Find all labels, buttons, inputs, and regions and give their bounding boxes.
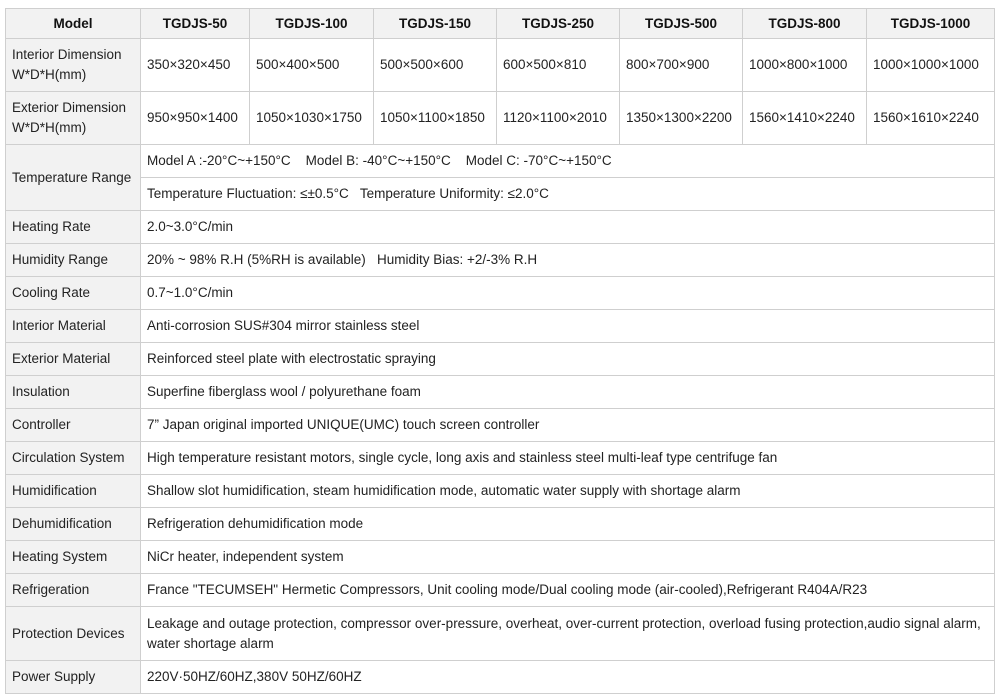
exterior-dimension-value: 1560×1410×2240: [743, 92, 867, 145]
interior-dimension-value: 350×320×450: [141, 39, 250, 92]
interior-label-line2: W*D*H(mm): [12, 67, 87, 82]
spec-row: [6, 310, 995, 343]
temperature-range-label: Temperature Range: [6, 145, 141, 211]
model-name: TGDJS-500: [620, 9, 743, 39]
model-name: TGDJS-150: [374, 9, 497, 39]
interior-label-line1: Interior Dimension: [12, 47, 122, 62]
model-name: TGDJS-1000: [867, 9, 995, 39]
power-supply-label: Power Supply: [6, 661, 141, 694]
spec-label: Refrigeration: [6, 574, 141, 607]
spec-label: Humidification: [6, 475, 141, 508]
model-name: TGDJS-50: [141, 9, 250, 39]
spec-row: [6, 211, 995, 244]
interior-dimension-row: [6, 39, 995, 92]
interior-dimension-value: 600×500×810: [497, 39, 620, 92]
spec-value: NiCr heater, independent system: [141, 541, 995, 574]
spec-label: Heating Rate: [6, 211, 141, 244]
protection-devices-row: [6, 607, 995, 661]
spec-label: Cooling Rate: [6, 277, 141, 310]
spec-value: 20% ~ 98% R.H (5%RH is available) Humidity Bias: +2/-3% R.H: [141, 244, 995, 277]
spec-row: [6, 376, 995, 409]
spec-label: Circulation System: [6, 442, 141, 475]
spec-value: Superfine fiberglass wool / polyurethane foam: [141, 376, 995, 409]
exterior-label-line2: W*D*H(mm): [12, 120, 87, 135]
model-name: TGDJS-100: [250, 9, 374, 39]
protection-devices-label: Protection Devices: [6, 607, 141, 661]
spec-value: 2.0~3.0°C/min: [141, 211, 995, 244]
protection-devices-value: [141, 607, 995, 661]
spec-label: Insulation: [6, 376, 141, 409]
interior-dimension-value: 800×700×900: [620, 39, 743, 92]
exterior-dimension-value: 950×950×1400: [141, 92, 250, 145]
spec-label: Heating System: [6, 541, 141, 574]
spec-row: [6, 475, 995, 508]
temperature-fluctuation-value: Temperature Fluctuation: ≤±0.5°C Temperature Uniformity: ≤2.0°C: [141, 178, 995, 211]
spec-value: 7” Japan original imported UNIQUE(UMC) touch screen controller: [141, 409, 995, 442]
spec-row: [6, 541, 995, 574]
spec-row: [6, 343, 995, 376]
spec-value: 0.7~1.0°C/min: [141, 277, 995, 310]
spec-table-container: [5, 8, 995, 694]
spec-label: Dehumidification: [6, 508, 141, 541]
spec-label: Interior Material: [6, 310, 141, 343]
spec-table: [5, 8, 995, 694]
spec-value: Anti-corrosion SUS#304 mirror stainless steel: [141, 310, 995, 343]
temperature-fluctuation-row: [6, 178, 995, 211]
protection-line2: water shortage alarm: [147, 635, 274, 651]
exterior-label-line1: Exterior Dimension: [12, 100, 127, 115]
spec-label: Exterior Material: [6, 343, 141, 376]
spec-row: [6, 277, 995, 310]
spec-row: [6, 508, 995, 541]
exterior-dimension-row: [6, 92, 995, 145]
protection-line1: Leakage and outage protection, compressor over-pressure, overheat, over-current protection, overload fusing protection,audio signal alarm,: [147, 615, 981, 631]
spec-value: France "TECUMSEH" Hermetic Compressors, Unit cooling mode/Dual cooling mode (air-cooled),Refrigerant R404A/R23: [141, 574, 995, 607]
spec-row: [6, 244, 995, 277]
temperature-models-value: Model A :-20°C~+150°C Model B: -40°C~+150°C Model C: -70°C~+150°C: [141, 145, 995, 178]
model-name: TGDJS-800: [743, 9, 867, 39]
spec-value: Reinforced steel plate with electrostatic spraying: [141, 343, 995, 376]
spec-value: Refrigeration dehumidification mode: [141, 508, 995, 541]
header-row: [6, 9, 995, 39]
spec-value: High temperature resistant motors, single cycle, long axis and stainless steel multi-leaf type centrifuge fan: [141, 442, 995, 475]
interior-dimension-value: 500×400×500: [250, 39, 374, 92]
spec-label: Humidity Range: [6, 244, 141, 277]
model-name: TGDJS-250: [497, 9, 620, 39]
power-supply-row: [6, 661, 995, 694]
spec-value: Shallow slot humidification, steam humidification mode, automatic water supply with shortage alarm: [141, 475, 995, 508]
exterior-dimension-value: 1560×1610×2240: [867, 92, 995, 145]
interior-dimension-value: 1000×800×1000: [743, 39, 867, 92]
exterior-dimension-label: [6, 92, 141, 145]
interior-dimension-label: [6, 39, 141, 92]
spec-row: [6, 574, 995, 607]
spec-label: Controller: [6, 409, 141, 442]
exterior-dimension-value: 1050×1100×1850: [374, 92, 497, 145]
interior-dimension-value: 1000×1000×1000: [867, 39, 995, 92]
power-supply-value: 220V·50HZ/60HZ,380V 50HZ/60HZ: [141, 661, 995, 694]
exterior-dimension-value: 1120×1100×2010: [497, 92, 620, 145]
model-header: Model: [6, 9, 141, 39]
exterior-dimension-value: 1350×1300×2200: [620, 92, 743, 145]
interior-dimension-value: 500×500×600: [374, 39, 497, 92]
temperature-range-row: [6, 145, 995, 178]
spec-row: [6, 409, 995, 442]
spec-row: [6, 442, 995, 475]
exterior-dimension-value: 1050×1030×1750: [250, 92, 374, 145]
